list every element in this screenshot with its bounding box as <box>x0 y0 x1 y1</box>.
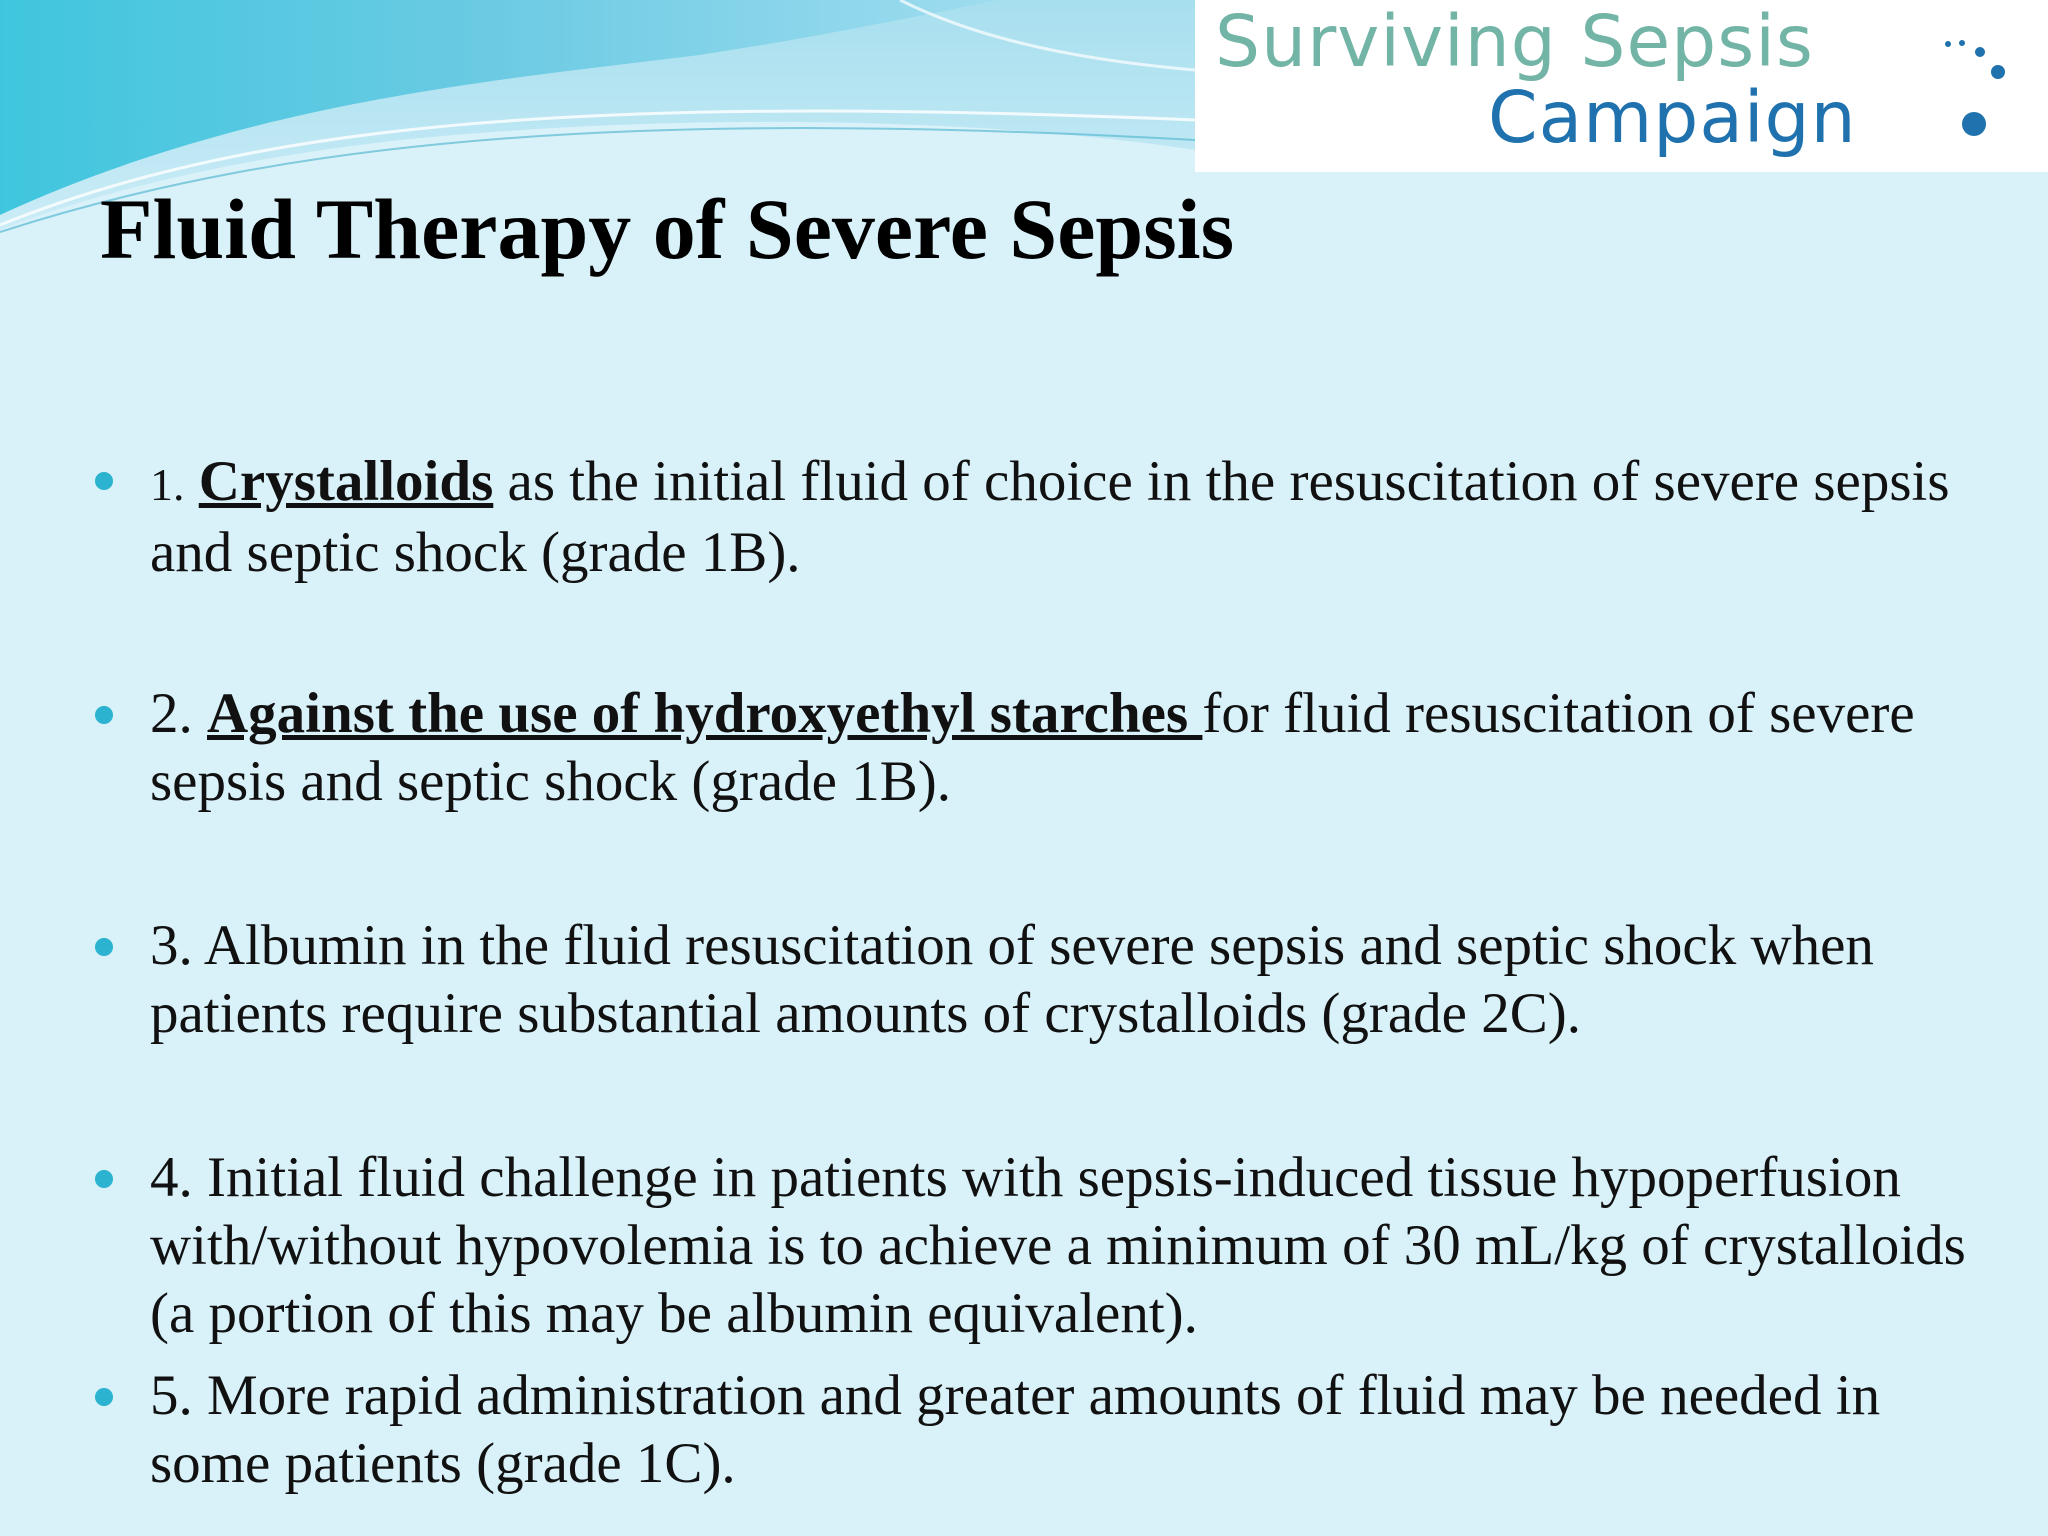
logo-dots-icon <box>1940 30 2040 140</box>
bullet-number: 2. <box>150 682 193 745</box>
bullet-item-2 <box>150 680 2010 816</box>
logo-text-line1: Surviving Sepsis <box>1215 0 1814 83</box>
bullet-number: 4. <box>150 1146 193 1209</box>
bullet-emphasis: Against the use of hydroxyethyl starches <box>207 682 1203 745</box>
bullet-emphasis: Crystalloids <box>198 450 494 513</box>
surviving-sepsis-logo <box>1195 0 2048 172</box>
bullet-number: 1. <box>150 459 185 510</box>
bullet-dot-icon <box>95 1170 113 1188</box>
bullet-dot-icon <box>95 938 113 956</box>
bullet-item-3 <box>150 912 2010 1048</box>
slide-title: Fluid Therapy of Severe Sepsis <box>100 181 1235 277</box>
bullet-text: Initial fluid challenge in patients with sepsis-induced tissue hypoperfusion with/without hypovolemia is to achieve a minimum of 30 mL/kg of crystalloids (a portion of this may be albumin equivalent). <box>150 1146 1966 1345</box>
bullet-dot-icon <box>95 706 113 724</box>
bullet-text: as the initial fluid of choice in the resuscitation of severe sepsis and septic shock (grade 1B). <box>150 450 1950 584</box>
bullet-text: Albumin in the fluid resuscitation of severe sepsis and septic shock when patients require substantial amounts of crystalloids (grade 2C). <box>150 914 1874 1045</box>
bullet-number: 3. <box>150 914 193 977</box>
bullet-dot-icon <box>95 472 113 490</box>
logo-text-line2: Campaign <box>1488 76 1857 159</box>
bullet-item-4 <box>150 1144 1980 1348</box>
bullet-text: More rapid administration and greater amounts of fluid may be needed in some patients (grade 1C). <box>150 1364 1881 1495</box>
bullet-number: 5. <box>150 1364 193 1427</box>
bullet-text: for fluid resuscitation of severe sepsis and septic shock (grade 1B). <box>150 682 1915 813</box>
bullet-item-1 <box>150 448 2010 587</box>
bullet-dot-icon <box>95 1388 113 1406</box>
bullet-item-5 <box>150 1362 2010 1498</box>
